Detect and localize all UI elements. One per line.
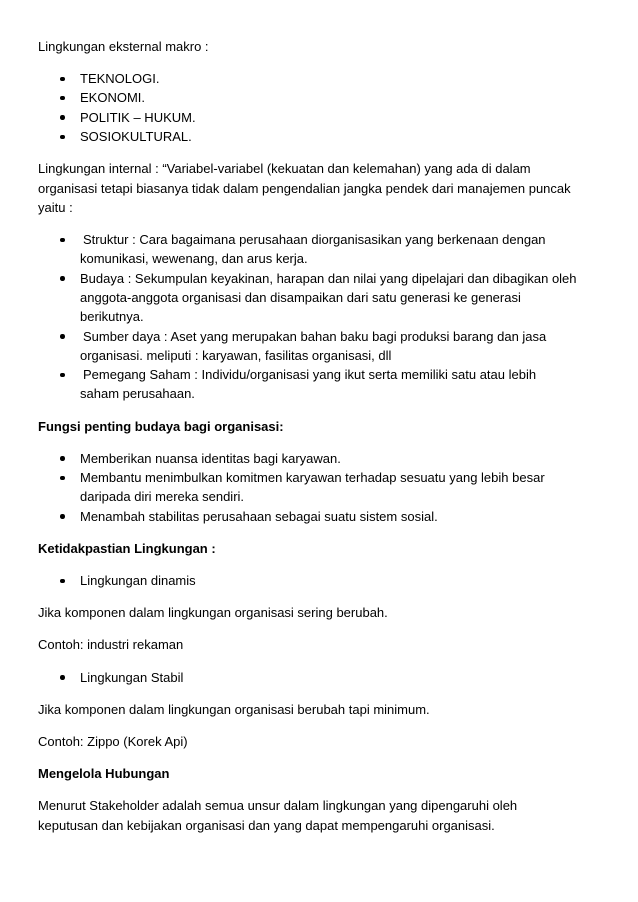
bullet-icon [60, 276, 65, 281]
list-item-text: Budaya : Sekumpulan keyakinan, harapan dan nilai yang dipelajari dan dibagikan oleh [80, 270, 577, 286]
stable-list [38, 668, 614, 687]
list-item [38, 507, 614, 526]
paragraph-line: Jika komponen dalam lingkungan organisasi sering berubah. [38, 605, 388, 621]
relations-heading [38, 764, 614, 783]
uncertainty-heading [38, 539, 614, 558]
list-item-text: EKONOMI. [80, 90, 146, 106]
list-item [38, 668, 614, 687]
culture-heading [38, 417, 614, 436]
list-item-text: Pemegang Saham : Individu/organisasi yang ikut serta memiliki satu atau lebih [83, 367, 537, 383]
list-item-text: komunikasi, wewenang, dan arus kerja. [80, 251, 308, 267]
stable-example [38, 732, 614, 751]
external-list [38, 69, 614, 146]
list-item [38, 230, 614, 269]
paragraph-line: Contoh: Zippo (Korek Api) [38, 734, 188, 749]
culture-list [38, 449, 614, 526]
list-item-text: Memberikan nuansa identitas bagi karyawan. [80, 450, 341, 466]
paragraph-line: Contoh: industri rekaman [38, 637, 184, 653]
external-heading-text: Lingkungan eksternal makro : [38, 39, 209, 54]
list-item-text: anggota-anggota organisasi dan disampaikan dari satu generasi ke generasi [80, 289, 521, 305]
dynamic-example [38, 635, 614, 654]
internal-intro [38, 159, 614, 217]
external-heading [38, 37, 614, 56]
list-item [38, 571, 614, 590]
bullet-icon [60, 96, 65, 101]
bullet-icon [60, 373, 65, 378]
dynamic-description [38, 603, 614, 622]
list-item [38, 108, 614, 127]
list-item [38, 365, 614, 404]
list-item-text: berikutnya. [80, 309, 144, 325]
list-item-text: Lingkungan Stabil [80, 669, 184, 685]
list-item-text: Lingkungan dinamis [80, 573, 196, 589]
paragraph-line: Lingkungan internal : “Variabel-variabel (kekuatan dan kelemahan) yang ada di dalam [38, 161, 531, 177]
culture-heading-text: Fungsi penting budaya bagi organisasi: [38, 418, 284, 434]
bullet-icon [60, 456, 65, 461]
list-item-text: POLITIK – HUKUM. [80, 109, 196, 125]
relations-heading-text: Mengelola Hubungan [38, 766, 170, 782]
bullet-icon [60, 514, 65, 519]
paragraph-line: Menurut Stakeholder adalah semua unsur dalam lingkungan yang dipengaruhi oleh [38, 798, 518, 814]
dynamic-list [38, 571, 614, 590]
list-item-text: TEKNOLOGI. [80, 71, 160, 87]
list-item [38, 69, 614, 88]
list-item [38, 468, 614, 507]
list-item-text: organisasi. meliputi : karyawan, fasilitas organisasi, dll [80, 347, 392, 363]
stable-description [38, 700, 614, 719]
paragraph-line: Jika komponen dalam lingkungan organisasi berubah tapi minimum. [38, 701, 430, 717]
list-item-text: Struktur : Cara bagaimana perusahaan diorganisasikan yang berkenaan dengan [83, 232, 546, 248]
bullet-icon [60, 135, 65, 140]
list-item [38, 269, 614, 327]
paragraph-line: yaitu : [38, 199, 73, 215]
paragraph-line: organisasi tetapi biasanya tidak dalam pengendalian jangka pendek dari manajemen puncak [38, 180, 571, 196]
bullet-icon [60, 476, 65, 481]
list-item [38, 88, 614, 107]
bullet-icon [60, 238, 65, 243]
bullet-icon [60, 115, 65, 120]
bullet-icon [60, 77, 65, 82]
paragraph-line: keputusan dan kebijakan organisasi dan yang dapat mempengaruhi organisasi. [38, 817, 495, 833]
list-item [38, 449, 614, 468]
list-item [38, 127, 614, 146]
internal-list [38, 230, 614, 404]
bullet-icon [60, 579, 65, 584]
list-item-text: saham perusahaan. [80, 386, 195, 402]
list-item-text: Sumber daya : Aset yang merupakan bahan baku bagi produksi barang dan jasa [83, 328, 547, 344]
uncertainty-heading-text: Ketidakpastian Lingkungan : [38, 540, 216, 556]
bullet-icon [60, 334, 65, 339]
list-item-text: daripada diri mereka sendiri. [80, 489, 245, 505]
list-item [38, 327, 614, 366]
relations-paragraph [38, 796, 614, 835]
list-item-text: SOSIOKULTURAL. [80, 129, 192, 145]
list-item-text: Membantu menimbulkan komitmen karyawan terhadap sesuatu yang lebih besar [80, 470, 545, 486]
list-item-text: Menambah stabilitas perusahaan sebagai suatu sistem sosial. [80, 508, 438, 524]
bullet-icon [60, 675, 65, 680]
